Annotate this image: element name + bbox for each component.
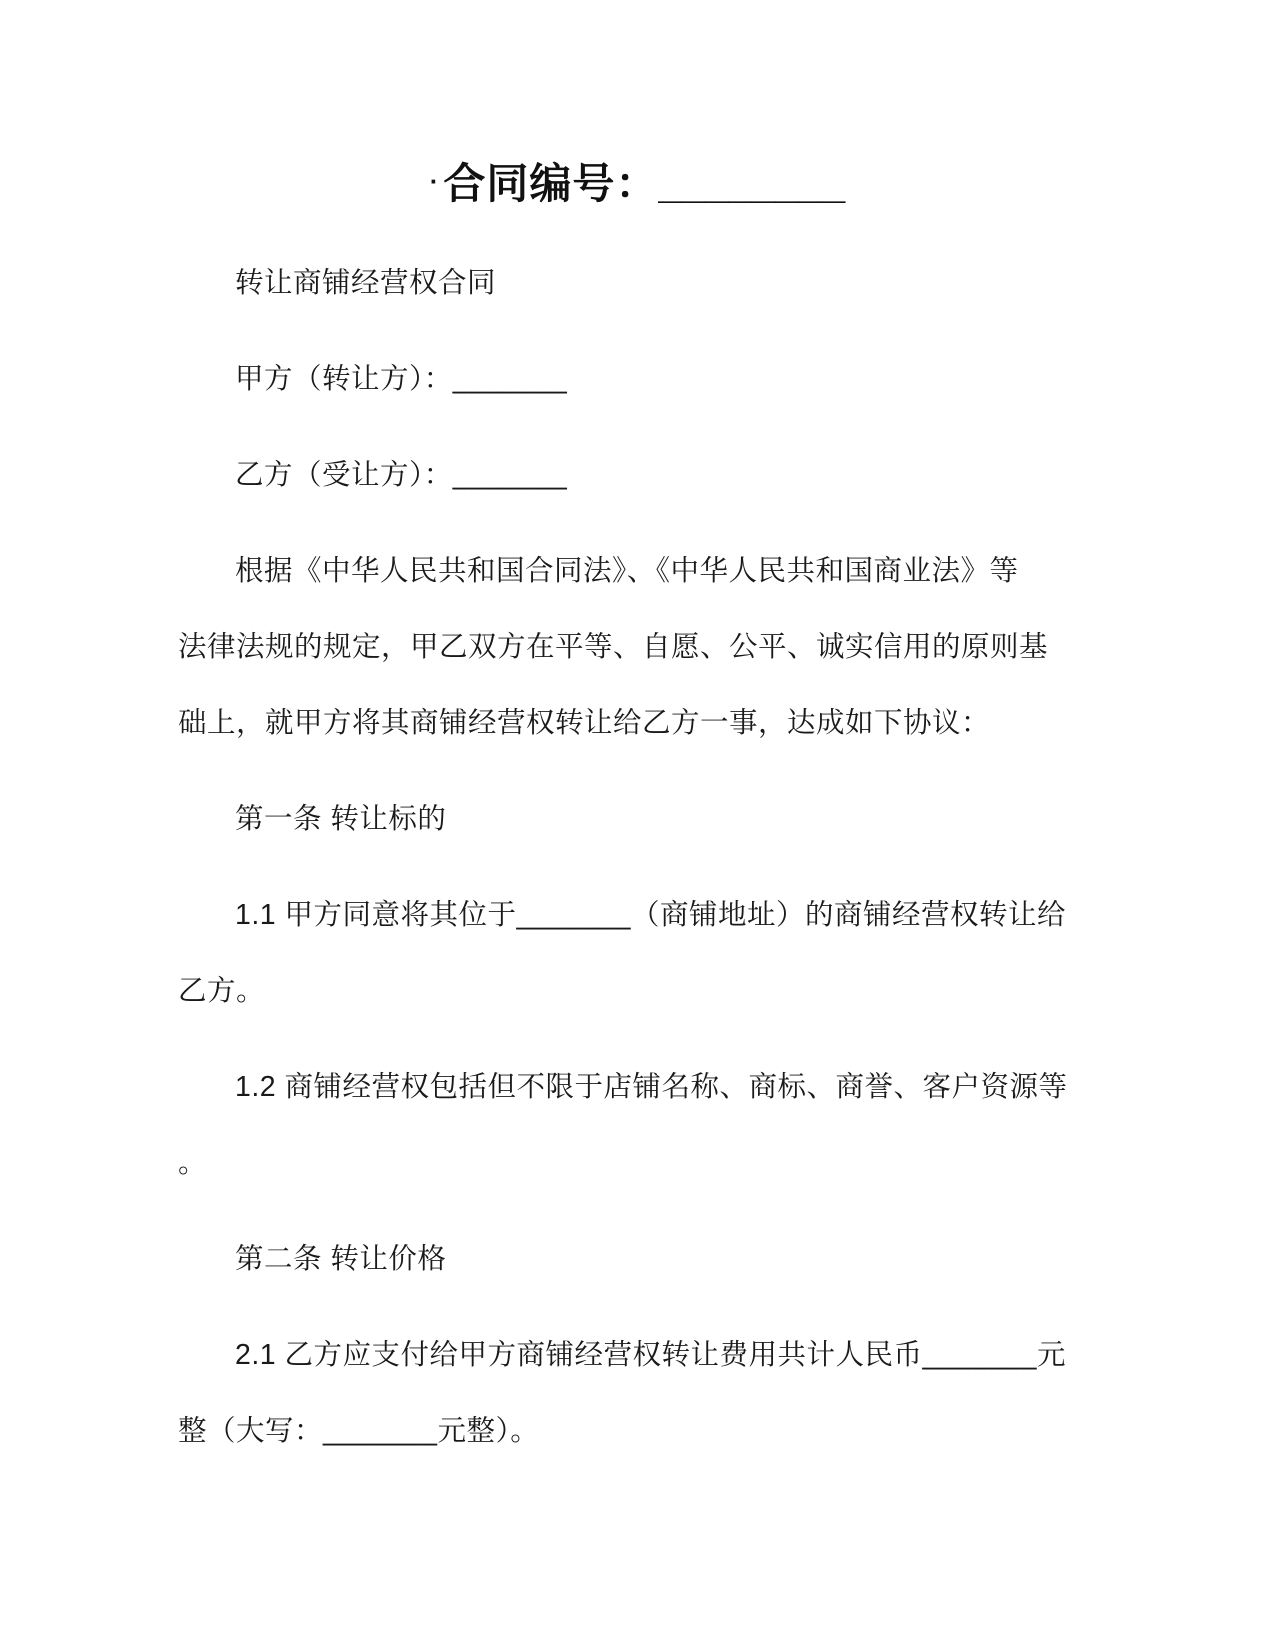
paragraph-line: 甲方（转让方）：_______ <box>235 363 568 395</box>
paragraph-line: 第一条 转让标的 <box>235 803 447 835</box>
paragraph <box>178 245 1097 321</box>
paragraph-line: 础上，就甲方将其商铺经营权转让给乙方一事，达成如下协议： <box>178 707 991 739</box>
paragraph <box>178 437 1097 513</box>
document-title <box>178 150 1097 215</box>
title-label: 合同编号： <box>443 160 659 207</box>
document-body <box>178 245 1097 1469</box>
paragraph-line: 第二条 转让价格 <box>235 1243 447 1275</box>
paragraph <box>178 1049 1097 1201</box>
paragraph-line: 1.1 甲方同意将其位于_______（商铺地址）的商铺经营权转让给 <box>235 899 1066 931</box>
paragraph-line: 法律法规的规定，甲乙双方在平等、自愿、公平、诚实信用的原则基 <box>178 631 1049 663</box>
title-bullet-mark: · <box>429 166 440 196</box>
paragraph-line: 2.1 乙方应支付给甲方商铺经营权转让费用共计人民币_______元 <box>235 1339 1066 1371</box>
paragraph-line: 。 <box>178 1147 208 1179</box>
paragraph <box>178 341 1097 417</box>
paragraph-line: 1.2 商铺经营权包括但不限于店铺名称、商标、商誉、客户资源等 <box>235 1071 1068 1103</box>
paragraph <box>178 877 1097 1029</box>
paragraph <box>178 1317 1097 1469</box>
paragraph <box>178 1221 1097 1297</box>
paragraph-line: 整（大写：_______元整）。 <box>178 1415 540 1447</box>
paragraph <box>178 781 1097 857</box>
paragraph <box>178 533 1097 761</box>
paragraph-line: 根据《中华人民共和国合同法》、《中华人民共和国商业法》等 <box>235 555 1019 587</box>
paragraph-line: 乙方。 <box>178 975 266 1007</box>
paragraph-line: 乙方（受让方）：_______ <box>235 459 568 491</box>
paragraph-line: 转让商铺经营权合同 <box>235 267 497 299</box>
title-blank-line: ________ <box>658 160 846 207</box>
